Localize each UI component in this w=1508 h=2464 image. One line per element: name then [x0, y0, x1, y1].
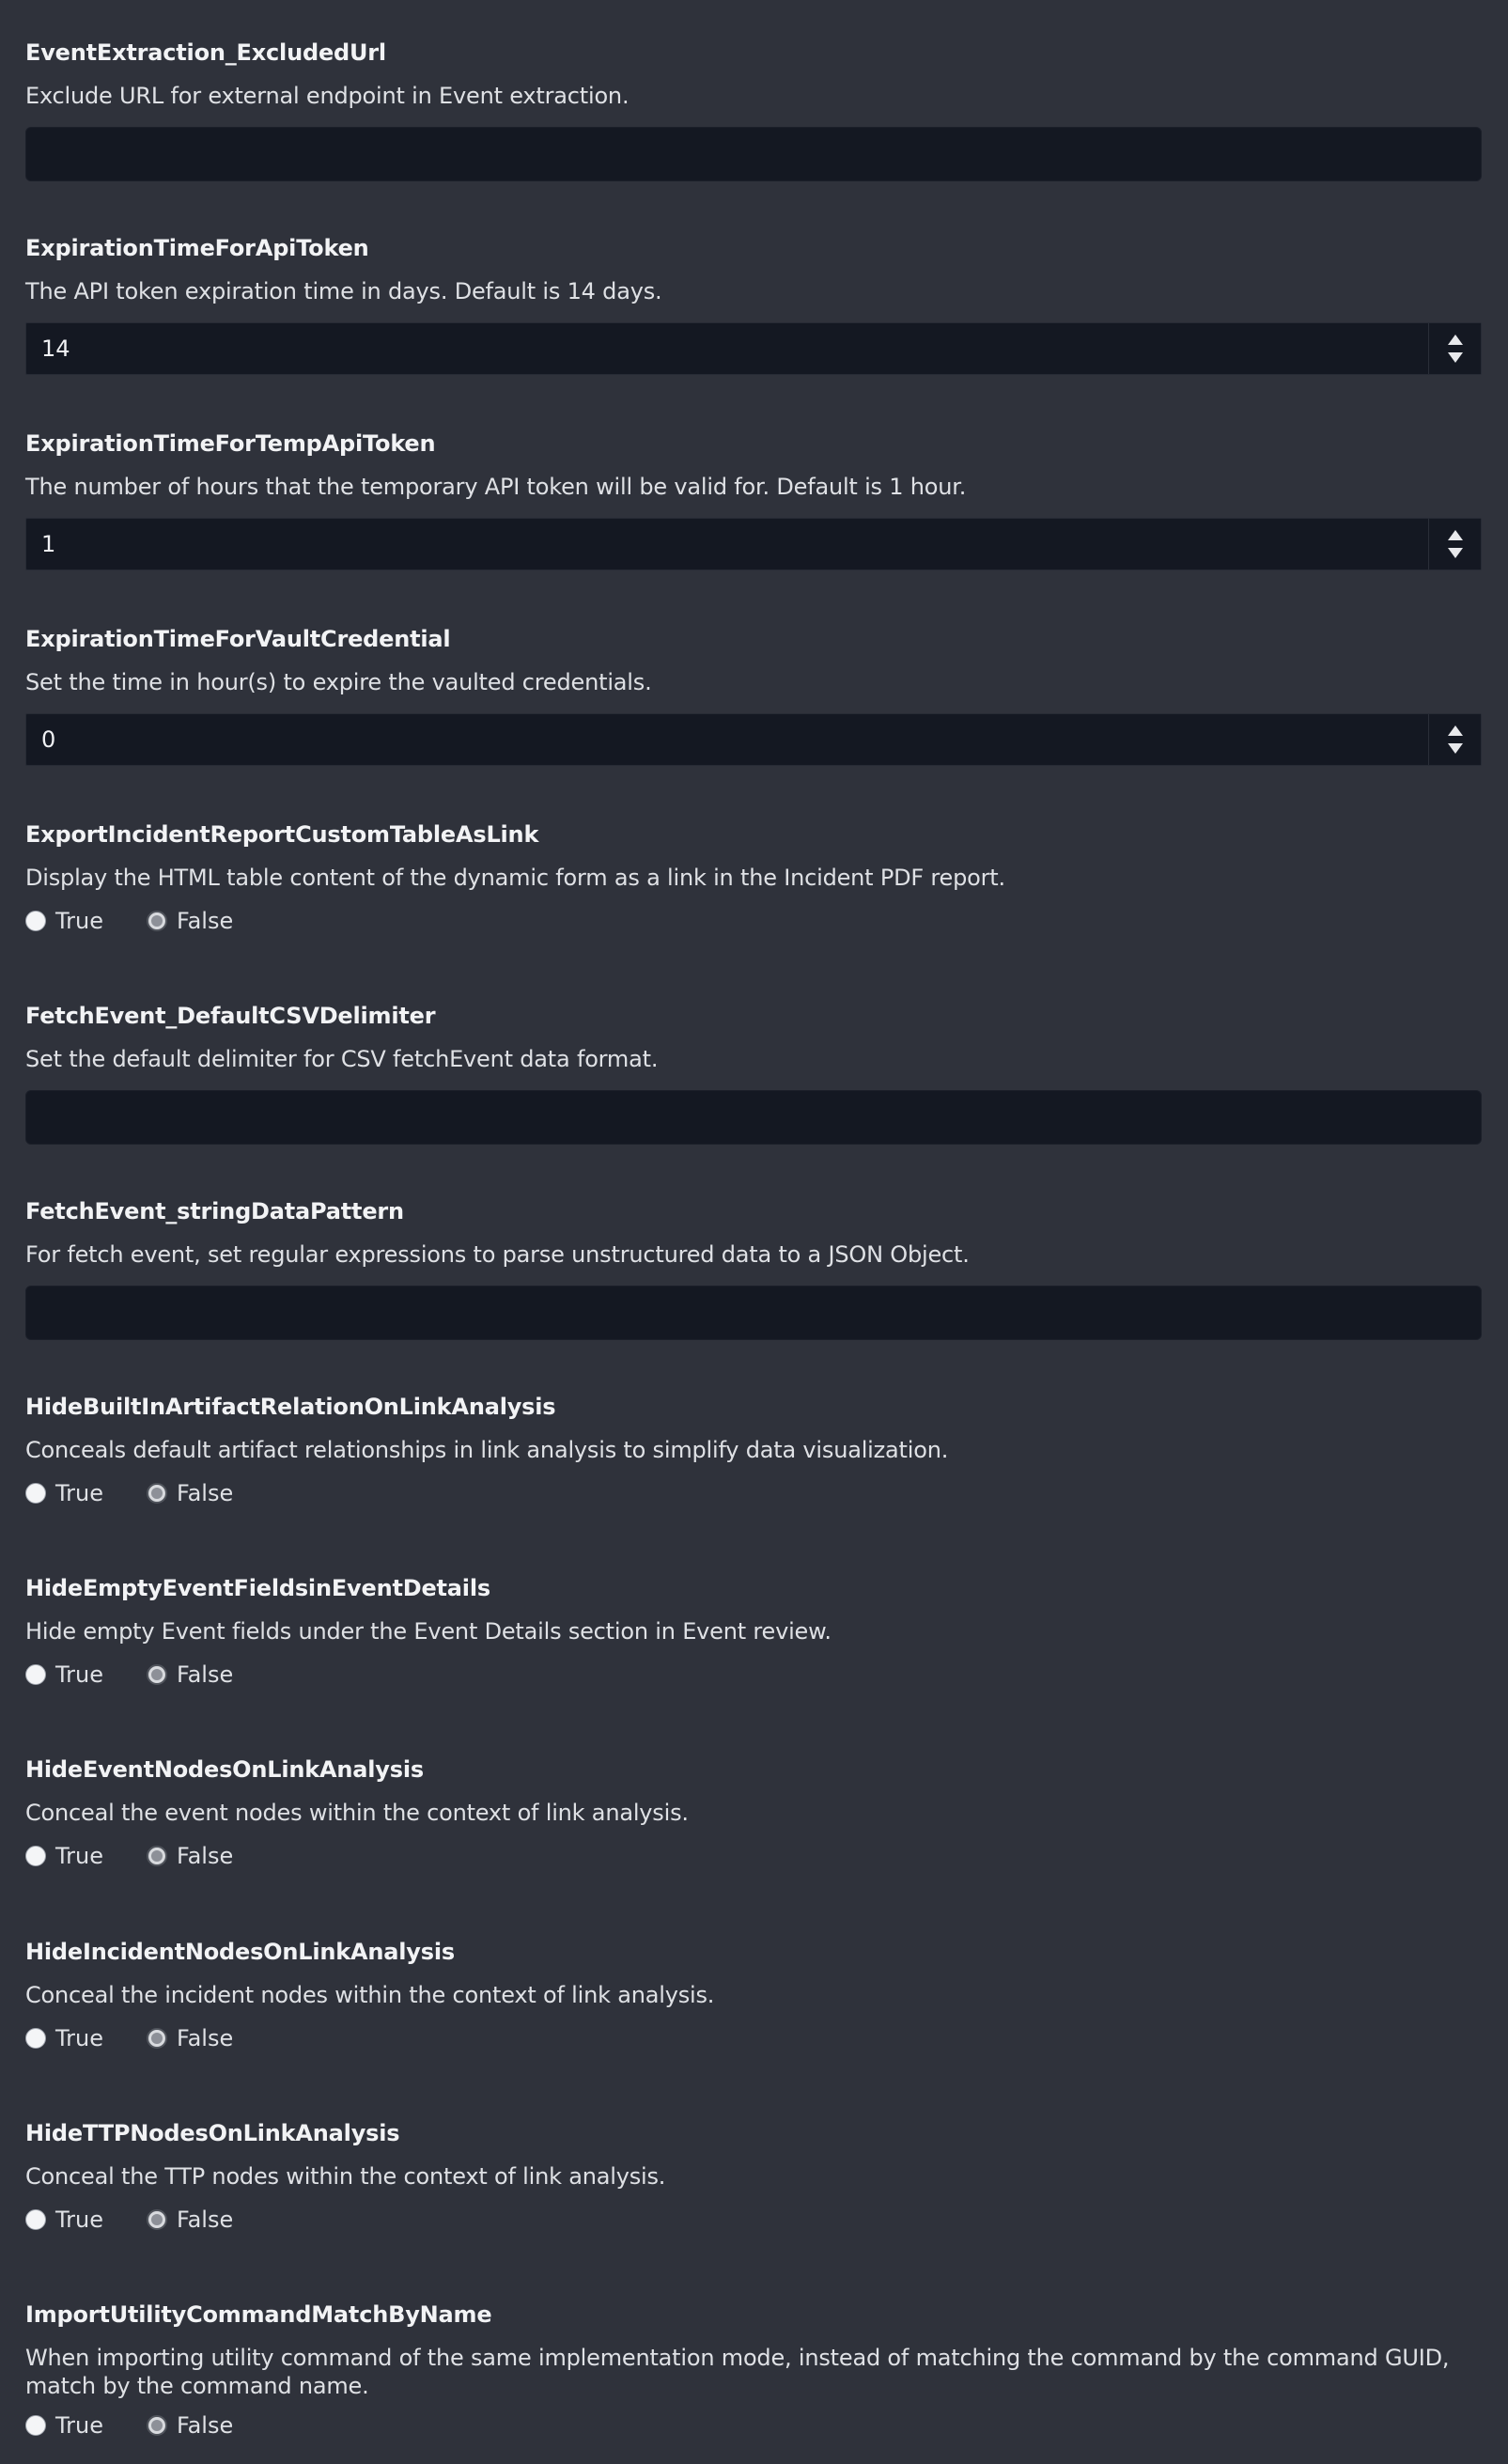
- radio-group: [25, 2024, 1483, 2052]
- setting-expiration-time-api-token: [25, 234, 1483, 375]
- radio-option-false[interactable]: [147, 908, 233, 934]
- setting-event-extraction-excluded-url: [25, 39, 1483, 181]
- setting-fetch-event-string-data-pattern: [25, 1197, 1483, 1340]
- radio-button[interactable]: [25, 1664, 46, 1685]
- radio-label: False: [176, 908, 234, 934]
- radio-label: False: [176, 1661, 234, 1688]
- radio-button-selected[interactable]: [147, 2209, 167, 2230]
- caret-up-icon[interactable]: [1448, 335, 1463, 345]
- setting-import-utility-command-match-by-name: [25, 2300, 1483, 2440]
- setting-description: Set the default delimiter for CSV fetchEvent data format.: [25, 1046, 659, 1072]
- radio-option-true[interactable]: [25, 1661, 103, 1688]
- setting-title: HideIncidentNodesOnLinkAnalysis: [25, 1939, 455, 1965]
- radio-label: True: [55, 908, 103, 934]
- setting-title: ImportUtilityCommandMatchByName: [25, 2301, 492, 2328]
- radio-option-true[interactable]: [25, 2412, 103, 2439]
- vault-credential-expiration-input[interactable]: [25, 713, 1482, 766]
- radio-option-false[interactable]: [147, 2025, 233, 2051]
- radio-label: True: [55, 1843, 103, 1869]
- setting-description: Conceal the incident nodes within the context of link analysis.: [25, 1982, 715, 2008]
- radio-button[interactable]: [25, 1483, 46, 1504]
- setting-hide-builtin-artifact-relation: [25, 1393, 1483, 1507]
- number-input-value: 14: [41, 335, 70, 362]
- setting-hide-empty-event-fields: [25, 1574, 1483, 1689]
- setting-description: The number of hours that the temporary API token will be valid for. Default is 1 hour.: [25, 474, 967, 500]
- string-data-pattern-input[interactable]: [25, 1286, 1482, 1340]
- setting-hide-event-nodes: [25, 1755, 1483, 1870]
- radio-button-selected[interactable]: [147, 2028, 167, 2049]
- radio-option-false[interactable]: [147, 2412, 233, 2439]
- setting-title: HideEventNodesOnLinkAnalysis: [25, 1756, 424, 1783]
- setting-hide-ttp-nodes: [25, 2119, 1483, 2234]
- radio-group: [25, 1479, 1483, 1507]
- setting-description: Set the time in hour(s) to expire the vaulted credentials.: [25, 669, 652, 695]
- csv-delimiter-input[interactable]: [25, 1090, 1482, 1145]
- radio-label: False: [176, 2025, 234, 2051]
- setting-title: ExpirationTimeForTempApiToken: [25, 430, 436, 457]
- caret-down-icon[interactable]: [1448, 352, 1463, 363]
- radio-option-false[interactable]: [147, 1480, 233, 1506]
- radio-button-selected[interactable]: [147, 2415, 167, 2436]
- number-input-value: 1: [41, 531, 56, 557]
- setting-title: HideBuiltInArtifactRelationOnLinkAnalysis: [25, 1394, 556, 1420]
- setting-title: HideTTPNodesOnLinkAnalysis: [25, 2120, 400, 2146]
- setting-description: Hide empty Event fields under the Event Details section in Event review.: [25, 1618, 832, 1645]
- setting-title: EventExtraction_ExcludedUrl: [25, 39, 386, 66]
- setting-description: When importing utility command of the same implementation mode, instead of matching the command by the command GUID, match by the command name.: [25, 2345, 1450, 2399]
- radio-label: True: [55, 1661, 103, 1688]
- radio-button[interactable]: [25, 2209, 46, 2230]
- setting-title: ExpirationTimeForVaultCredential: [25, 626, 451, 652]
- radio-option-false[interactable]: [147, 2207, 233, 2233]
- caret-up-icon[interactable]: [1448, 530, 1463, 540]
- radio-label: True: [55, 1480, 103, 1506]
- setting-expiration-time-temp-api-token: [25, 429, 1483, 570]
- radio-label: False: [176, 2412, 234, 2439]
- setting-description: Conceal the event nodes within the context of link analysis.: [25, 1800, 689, 1826]
- setting-export-incident-report-custom-table: [25, 820, 1483, 935]
- excluded-url-input[interactable]: [25, 127, 1482, 181]
- radio-option-true[interactable]: [25, 2025, 103, 2051]
- radio-label: False: [176, 2207, 234, 2233]
- setting-description: Display the HTML table content of the dynamic form as a link in the Incident PDF report.: [25, 865, 1005, 891]
- radio-group: [25, 907, 1483, 935]
- radio-button-selected[interactable]: [147, 911, 167, 931]
- caret-up-icon[interactable]: [1448, 725, 1463, 736]
- number-spinner[interactable]: [1428, 323, 1481, 374]
- radio-label: False: [176, 1480, 234, 1506]
- radio-option-true[interactable]: [25, 1843, 103, 1869]
- caret-down-icon[interactable]: [1448, 743, 1463, 754]
- radio-option-false[interactable]: [147, 1843, 233, 1869]
- radio-group: [25, 2411, 1483, 2440]
- setting-description: Conceals default artifact relationships in link analysis to simplify data visualization.: [25, 1437, 949, 1463]
- setting-expiration-time-vault-credential: [25, 625, 1483, 766]
- setting-description: For fetch event, set regular expressions to parse unstructured data to a JSON Object.: [25, 1241, 970, 1268]
- setting-hide-incident-nodes: [25, 1938, 1483, 2052]
- setting-description: The API token expiration time in days. Default is 14 days.: [25, 278, 662, 304]
- radio-button-selected[interactable]: [147, 1846, 167, 1866]
- setting-title: HideEmptyEventFieldsinEventDetails: [25, 1575, 490, 1601]
- api-token-expiration-input[interactable]: [25, 322, 1482, 375]
- radio-option-true[interactable]: [25, 908, 103, 934]
- temp-api-token-expiration-input[interactable]: [25, 518, 1482, 570]
- radio-button-selected[interactable]: [147, 1483, 167, 1504]
- radio-label: True: [55, 2207, 103, 2233]
- radio-option-true[interactable]: [25, 1480, 103, 1506]
- radio-button[interactable]: [25, 2028, 46, 2049]
- radio-label: True: [55, 2025, 103, 2051]
- radio-button[interactable]: [25, 1846, 46, 1866]
- radio-label: False: [176, 1843, 234, 1869]
- radio-option-false[interactable]: [147, 1661, 233, 1688]
- setting-description: Conceal the TTP nodes within the context of link analysis.: [25, 2163, 666, 2190]
- radio-option-true[interactable]: [25, 2207, 103, 2233]
- setting-description: Exclude URL for external endpoint in Event extraction.: [25, 83, 630, 109]
- radio-button[interactable]: [25, 2415, 46, 2436]
- radio-group: [25, 1661, 1483, 1689]
- radio-group: [25, 1842, 1483, 1870]
- radio-label: True: [55, 2412, 103, 2439]
- setting-title: FetchEvent_DefaultCSVDelimiter: [25, 1003, 436, 1029]
- setting-title: ExpirationTimeForApiToken: [25, 235, 369, 261]
- radio-button[interactable]: [25, 911, 46, 931]
- setting-title: FetchEvent_stringDataPattern: [25, 1198, 404, 1224]
- radio-button-selected[interactable]: [147, 1664, 167, 1685]
- setting-fetch-event-default-csv-delimiter: [25, 1002, 1483, 1145]
- setting-title: ExportIncidentReportCustomTableAsLink: [25, 821, 539, 848]
- radio-group: [25, 2206, 1483, 2234]
- caret-down-icon[interactable]: [1448, 548, 1463, 558]
- number-spinner[interactable]: [1428, 519, 1481, 569]
- number-input-value: 0: [41, 726, 56, 753]
- number-spinner[interactable]: [1428, 714, 1481, 765]
